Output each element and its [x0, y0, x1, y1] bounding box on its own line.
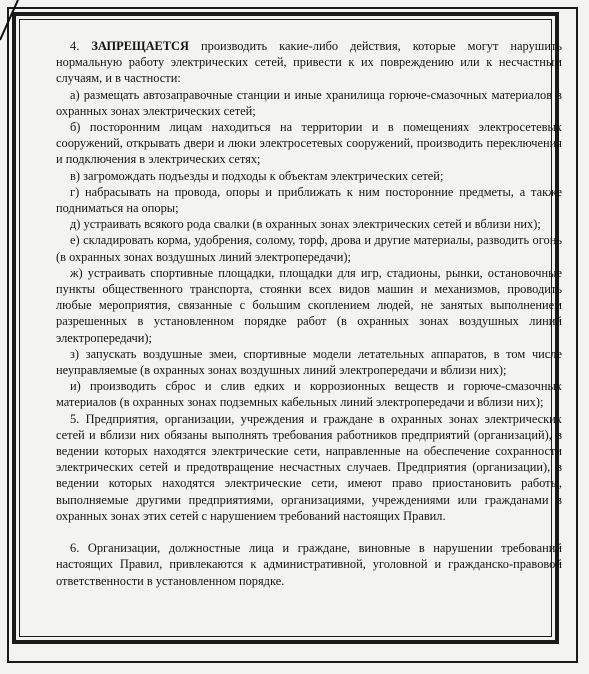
item-b: б) посторонним лицам находиться на территории и в помещениях электросетевых сооружений, открывать двери и люки электросетевых сооружений, производить переключения и подключения в электрических сетях;	[56, 120, 562, 167]
item-g: г) набрасывать на провода, опоры и приближать к ним посторонние предметы, а также подниматься на опоры;	[56, 184, 562, 216]
paragraph-4-text: производить какие-либо действия, которые могут нарушить нормальную работу электрических сетей, привести к их повреждению или к несчастным случаям, и в частности:	[56, 39, 563, 86]
item-e: е) складировать корма, удобрения, солому, торф, дрова и другие материалы, разводить огонь (в охранных зонах воздушных линий электропередачи);	[56, 233, 562, 264]
item-zh: ж) устраивать спортивные площадки, площадки для игр, стадионы, рынки, остановочные пункты общественного транспорта, стоянки всех видов машин и механизмов, проводить любые мероприятия, связанные с большим скоплением людей, не занятых выполнением разрешенных в установленном порядке работ (в охранных зонах воздушных линий электропередачи);	[56, 265, 562, 345]
item-i: и) производить сброс и слив едких и коррозионных веществ и горюче-смазочных материалов (в охранных зонах подземных кабельных линий электропередачи и вблизи них);	[56, 379, 562, 410]
paragraph-4	[56, 38, 562, 87]
scan-corner-line	[0, 0, 40, 60]
paragraph-4-number: 4.	[70, 39, 92, 53]
item-d: д) устраивать всякого рода свалки (в охранных зонах электрических сетей и вблизи них);	[70, 217, 541, 232]
paragraph-6: 6. Организации, должностные лица и граждане, виновные в нарушении требований настоящих Правил, привлекаются к административной, уголовной и гражданско-правовой ответственности в установленном порядке.	[56, 541, 562, 588]
item-z: з) запускать воздушные змеи, спортивные модели летательных аппаратов, в том числе неуправляемые (в охранных зонах воздушных линий электропередачи и вблизи них);	[56, 346, 562, 378]
document-body	[56, 38, 562, 589]
paragraph-5: 5. Предприятия, организации, учреждения и граждане в охранных зонах электрических сетей и вблизи них обязаны выполнять требования работников предприятий (организаций), в ведении которых находятся электрические сети, направленные на обеспечение сохранности электрических сетей и предотвращение несчастных случаев. Предприятия (организации), в ведении которых находятся электрические сети, имеют право приостановить работы, выполняемые другими предприятиями, организациями, учреждениями или гражданами в охранных зонах этих сетей с нарушением требований настоящих Правил.	[56, 411, 562, 523]
prohibited-heading: ЗАПРЕЩАЕТСЯ	[91, 39, 189, 53]
item-a: а) размещать автозаправочные станции и иные хранилища горюче-смазочных материалов в охранных зонах электрических сетей;	[56, 87, 562, 118]
item-v: в) загромождать подъезды и подходы к объектам электрических сетей;	[70, 168, 444, 183]
